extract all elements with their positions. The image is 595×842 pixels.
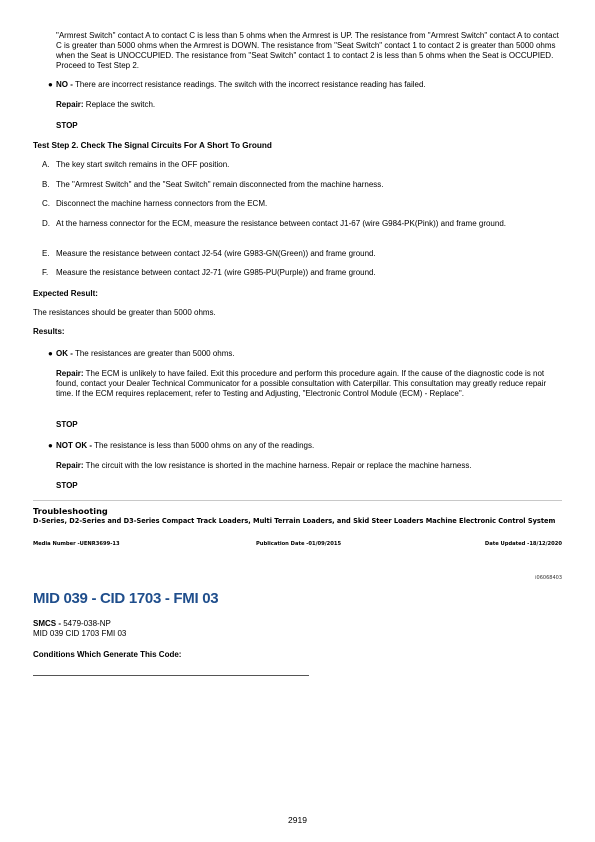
smcs-line bbox=[33, 619, 111, 629]
ok-repair bbox=[56, 369, 556, 399]
step-text: The "Armrest Switch" and the "Seat Switch" remain disconnected from the machine harness. bbox=[56, 180, 384, 189]
step-letter: E. bbox=[42, 249, 50, 258]
results-label: Results: bbox=[33, 327, 65, 336]
step-text: Measure the resistance between contact J2-54 (wire G983-GN(Green)) and frame ground. bbox=[56, 249, 376, 258]
smcs-code: 5479-038-NP bbox=[61, 619, 111, 628]
expected-result-text: The resistances should be greater than 5000 ohms. bbox=[33, 308, 216, 317]
section-divider bbox=[33, 500, 562, 501]
doc-category: Troubleshooting bbox=[33, 506, 108, 516]
step-item-c bbox=[42, 199, 556, 209]
doc-subtitle: D-Series, D2-Series and D3-Series Compact Track Loaders, Multi Terrain Loaders, and Skid Steer Loaders Machine Electronic Control System bbox=[33, 517, 556, 525]
no-repair-text: Replace the switch. bbox=[83, 100, 156, 109]
step-item-b bbox=[42, 180, 556, 190]
notok-result bbox=[48, 441, 561, 451]
ok-repair-text: The ECM is unlikely to have failed. Exit this procedure and perform this procedure again. If the cause of the diagnostic code is not found, contact your Dealer Technical Communicator for a possible consultation with Caterpillar. This consultation may greatly reduce repair time. If the ECM requires replacement, refer to Testing and Adjusting, "Electronic Control Module (ECM) - Replace". bbox=[56, 369, 547, 398]
step-text: The key start switch remains in the OFF position. bbox=[56, 160, 230, 169]
step-letter: F. bbox=[42, 268, 49, 277]
expected-result-label: Expected Result: bbox=[33, 289, 98, 298]
conditions-underline bbox=[33, 675, 309, 676]
no-stop: STOP bbox=[56, 121, 78, 130]
bullet-icon: ● bbox=[48, 349, 53, 358]
step-item-a bbox=[42, 160, 556, 170]
no-repair bbox=[56, 100, 155, 110]
ok-repair-label: Repair: bbox=[56, 369, 84, 378]
notok-repair-text: The circuit with the low resistance is shorted in the machine harness. Repair or replace the machine harness. bbox=[83, 461, 472, 470]
no-result bbox=[48, 80, 561, 90]
step-letter: C. bbox=[42, 199, 50, 208]
smcs-line-2: MID 039 CID 1703 FMI 03 bbox=[33, 629, 127, 638]
smcs-label: SMCS - bbox=[33, 619, 61, 628]
step-letter: A. bbox=[42, 160, 50, 169]
ok-stop: STOP bbox=[56, 420, 78, 429]
no-text: There are incorrect resistance readings. The switch with the incorrect resistance reading has failed. bbox=[72, 80, 426, 89]
intro-paragraph: "Armrest Switch" contact A to contact C is less than 5 ohms when the Armrest is UP. The resistance from "Armrest Switch" contact A to contact C is greater than 5000 ohms when the Armrest is DOWN. The resistance from "Seat Switch" contact 1 to contact 2 is greater than 5000 ohms when the Seat is UNOCCUPIED. The resistance from "Seat Switch" contact 1 to contact 2 is less than 5 ohms when the Seat is OCCUPIED. Proceed to Test Step 2. bbox=[56, 31, 559, 70]
step-text: Measure the resistance between contact J2-71 (wire G985-PU(Purple)) and frame ground. bbox=[56, 268, 376, 277]
bullet-icon: ● bbox=[48, 80, 53, 89]
notok-repair bbox=[56, 461, 561, 471]
date-updated: Date Updated -18/12/2020 bbox=[484, 541, 562, 547]
no-label: NO - bbox=[56, 80, 73, 89]
publication-date: Publication Date -01/09/2015 bbox=[256, 541, 342, 547]
step-item-d bbox=[42, 219, 546, 229]
no-repair-label: Repair: bbox=[56, 100, 84, 109]
step2-heading: Test Step 2. Check The Signal Circuits For A Short To Ground bbox=[33, 141, 272, 150]
step-letter: B. bbox=[42, 180, 50, 189]
notok-label: NOT OK - bbox=[56, 441, 92, 450]
ok-text: The resistances are greater than 5000 ohms. bbox=[72, 349, 235, 358]
notok-text: The resistance is less than 5000 ohms on any of the readings. bbox=[92, 441, 315, 450]
notok-repair-label: Repair: bbox=[56, 461, 84, 470]
step-letter: D. bbox=[42, 219, 50, 228]
ok-label: OK - bbox=[56, 349, 73, 358]
step-item-e bbox=[42, 249, 556, 259]
step-item-f bbox=[42, 268, 556, 278]
page-title: MID 039 - CID 1703 - FMI 03 bbox=[33, 590, 219, 607]
step-text: At the harness connector for the ECM, measure the resistance between contact J1-67 (wire G984-PK(Pink)) and frame ground. bbox=[56, 219, 506, 228]
ok-result bbox=[48, 349, 561, 359]
step-text: Disconnect the machine harness connectors from the ECM. bbox=[56, 199, 268, 208]
page-number: 2919 bbox=[288, 815, 307, 825]
notok-stop: STOP bbox=[56, 481, 78, 490]
bullet-icon: ● bbox=[48, 441, 53, 450]
media-number: Media Number -UENR3699-13 bbox=[33, 541, 120, 547]
conditions-heading: Conditions Which Generate This Code: bbox=[33, 650, 182, 659]
doc-id: i06068403 bbox=[535, 575, 562, 581]
